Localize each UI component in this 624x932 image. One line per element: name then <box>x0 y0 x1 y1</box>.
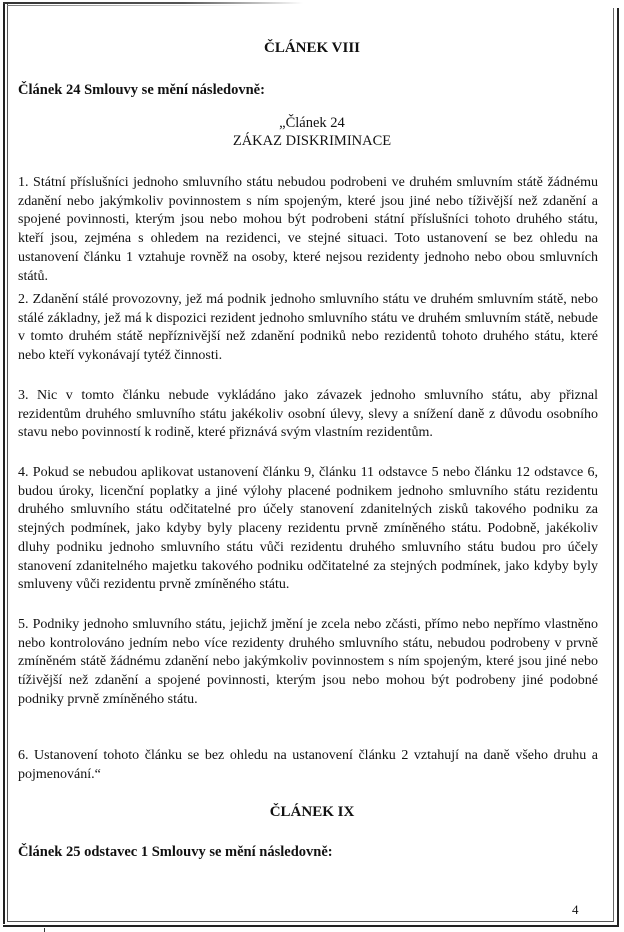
border-bottom-inner <box>7 921 614 922</box>
paragraph-3: 3. Nic v tomto článku nebude vykládáno jako závazek jednoho smluvního státu, aby přiznal rezidentům druhého smluvního státu jakékoliv osobní úlevy, slevy a snížení daně z důvodu osobního stavu nebo povinností k rodině, které přiznává svým vlastním rezidentům. <box>18 388 598 441</box>
article-viii-heading: ČLÁNEK VIII <box>264 40 360 56</box>
border-top-inner <box>7 5 247 6</box>
quoted-article-title: „Článek 24 <box>279 115 345 131</box>
border-top <box>3 2 303 4</box>
article-viii-lead: Článek 24 Smlouvy se mění následovně: <box>18 82 265 98</box>
page-number: 4 <box>572 902 579 917</box>
quoted-article-subtitle: ZÁKAZ DISKRIMINACE <box>232 133 392 149</box>
article-ix-heading: ČLÁNEK IX <box>269 804 355 820</box>
paragraph-1: 1. Státní příslušníci jednoho smluvního státu nebudou podrobeni ve druhém smluvním státě žádnému zdanění nebo jakýmkoliv povinnostem s ním spojeným, které jsou jiné nebo tíživější než zdanění a spojené povinnosti, kterým jsou nebo mohou být podrobeni státní příslušníci tohoto druhého státu, kteří jsou, zejména s ohledem na rezidenci, ve stejné situaci. Toto ustanovení se bez ohledu na ustanovení článku 1 vztahuje rovněž na osoby, které nejsou rezidenty jednoho nebo obou smluvních států. <box>18 175 598 284</box>
paragraph-5: 5. Podniky jednoho smluvního státu, jejichž jmění je zcela nebo zčásti, přímo nebo nepřímo vlastněno nebo kontrolováno jedním nebo více rezidenty druhého smluvního státu, nebudou podrobeny v prvně zmíněném státě žádnému zdanění nebo jakýmkoliv povinnostem s ním spojeným, které jsou jiné nebo tíživější než zdanění a spojené povinnosti, kterým jsou nebo mohou být podrobeny jiné podobné podniky prvně zmíněného státu. <box>18 617 598 707</box>
paragraph-4: 4. Pokud se nebudou aplikovat ustanovení článku 9, článku 11 odstavce 5 nebo článku 12 odstavce 6, budou úroky, licenční poplatky a jiné výlohy placené podnikem jednoho smluvního státu rezidentu druhého smluvního státu odčitatelné pro účely stanovení zdanitelných zisků takového podniku za stejných podmínek, jako kdyby byly placeny rezidentu prvně zmíněného státu. Podobně, jakékoliv dluhy podniku jednoho smluvního státu vůči rezidentu druhého smluvního státu budou pro účely stanovení zdanitelného majetku takového podniku odčitatelné za stejných podmínek, jako kdyby byly smluveny vůči rezidentu prvně zmíněného státu. <box>18 465 598 593</box>
article-ix-lead: Článek 25 odstavec 1 Smlouvy se mění následovně: <box>18 844 333 860</box>
paragraph-2: 2. Zdanění stálé provozovny, jež má podnik jednoho smluvního státu ve druhém smluvním státě, nebo stálé základny, jež má k dispozici rezident jednoho smluvního státu ve druhém smluvním státě, nebude v tomto druhém státě nepříznivější než zdanění podniků nebo rezidentů tohoto druhého státu, které nebo kteří vykonávají tytéž činnosti. <box>18 292 598 364</box>
scan-mark <box>44 928 45 932</box>
border-bottom-outer <box>3 925 619 927</box>
paragraph-6: 6. Ustanovení tohoto článku se bez ohledu na ustanovení článku 2 vztahují na daně všeho druhu a pojmenování.“ <box>18 748 598 782</box>
